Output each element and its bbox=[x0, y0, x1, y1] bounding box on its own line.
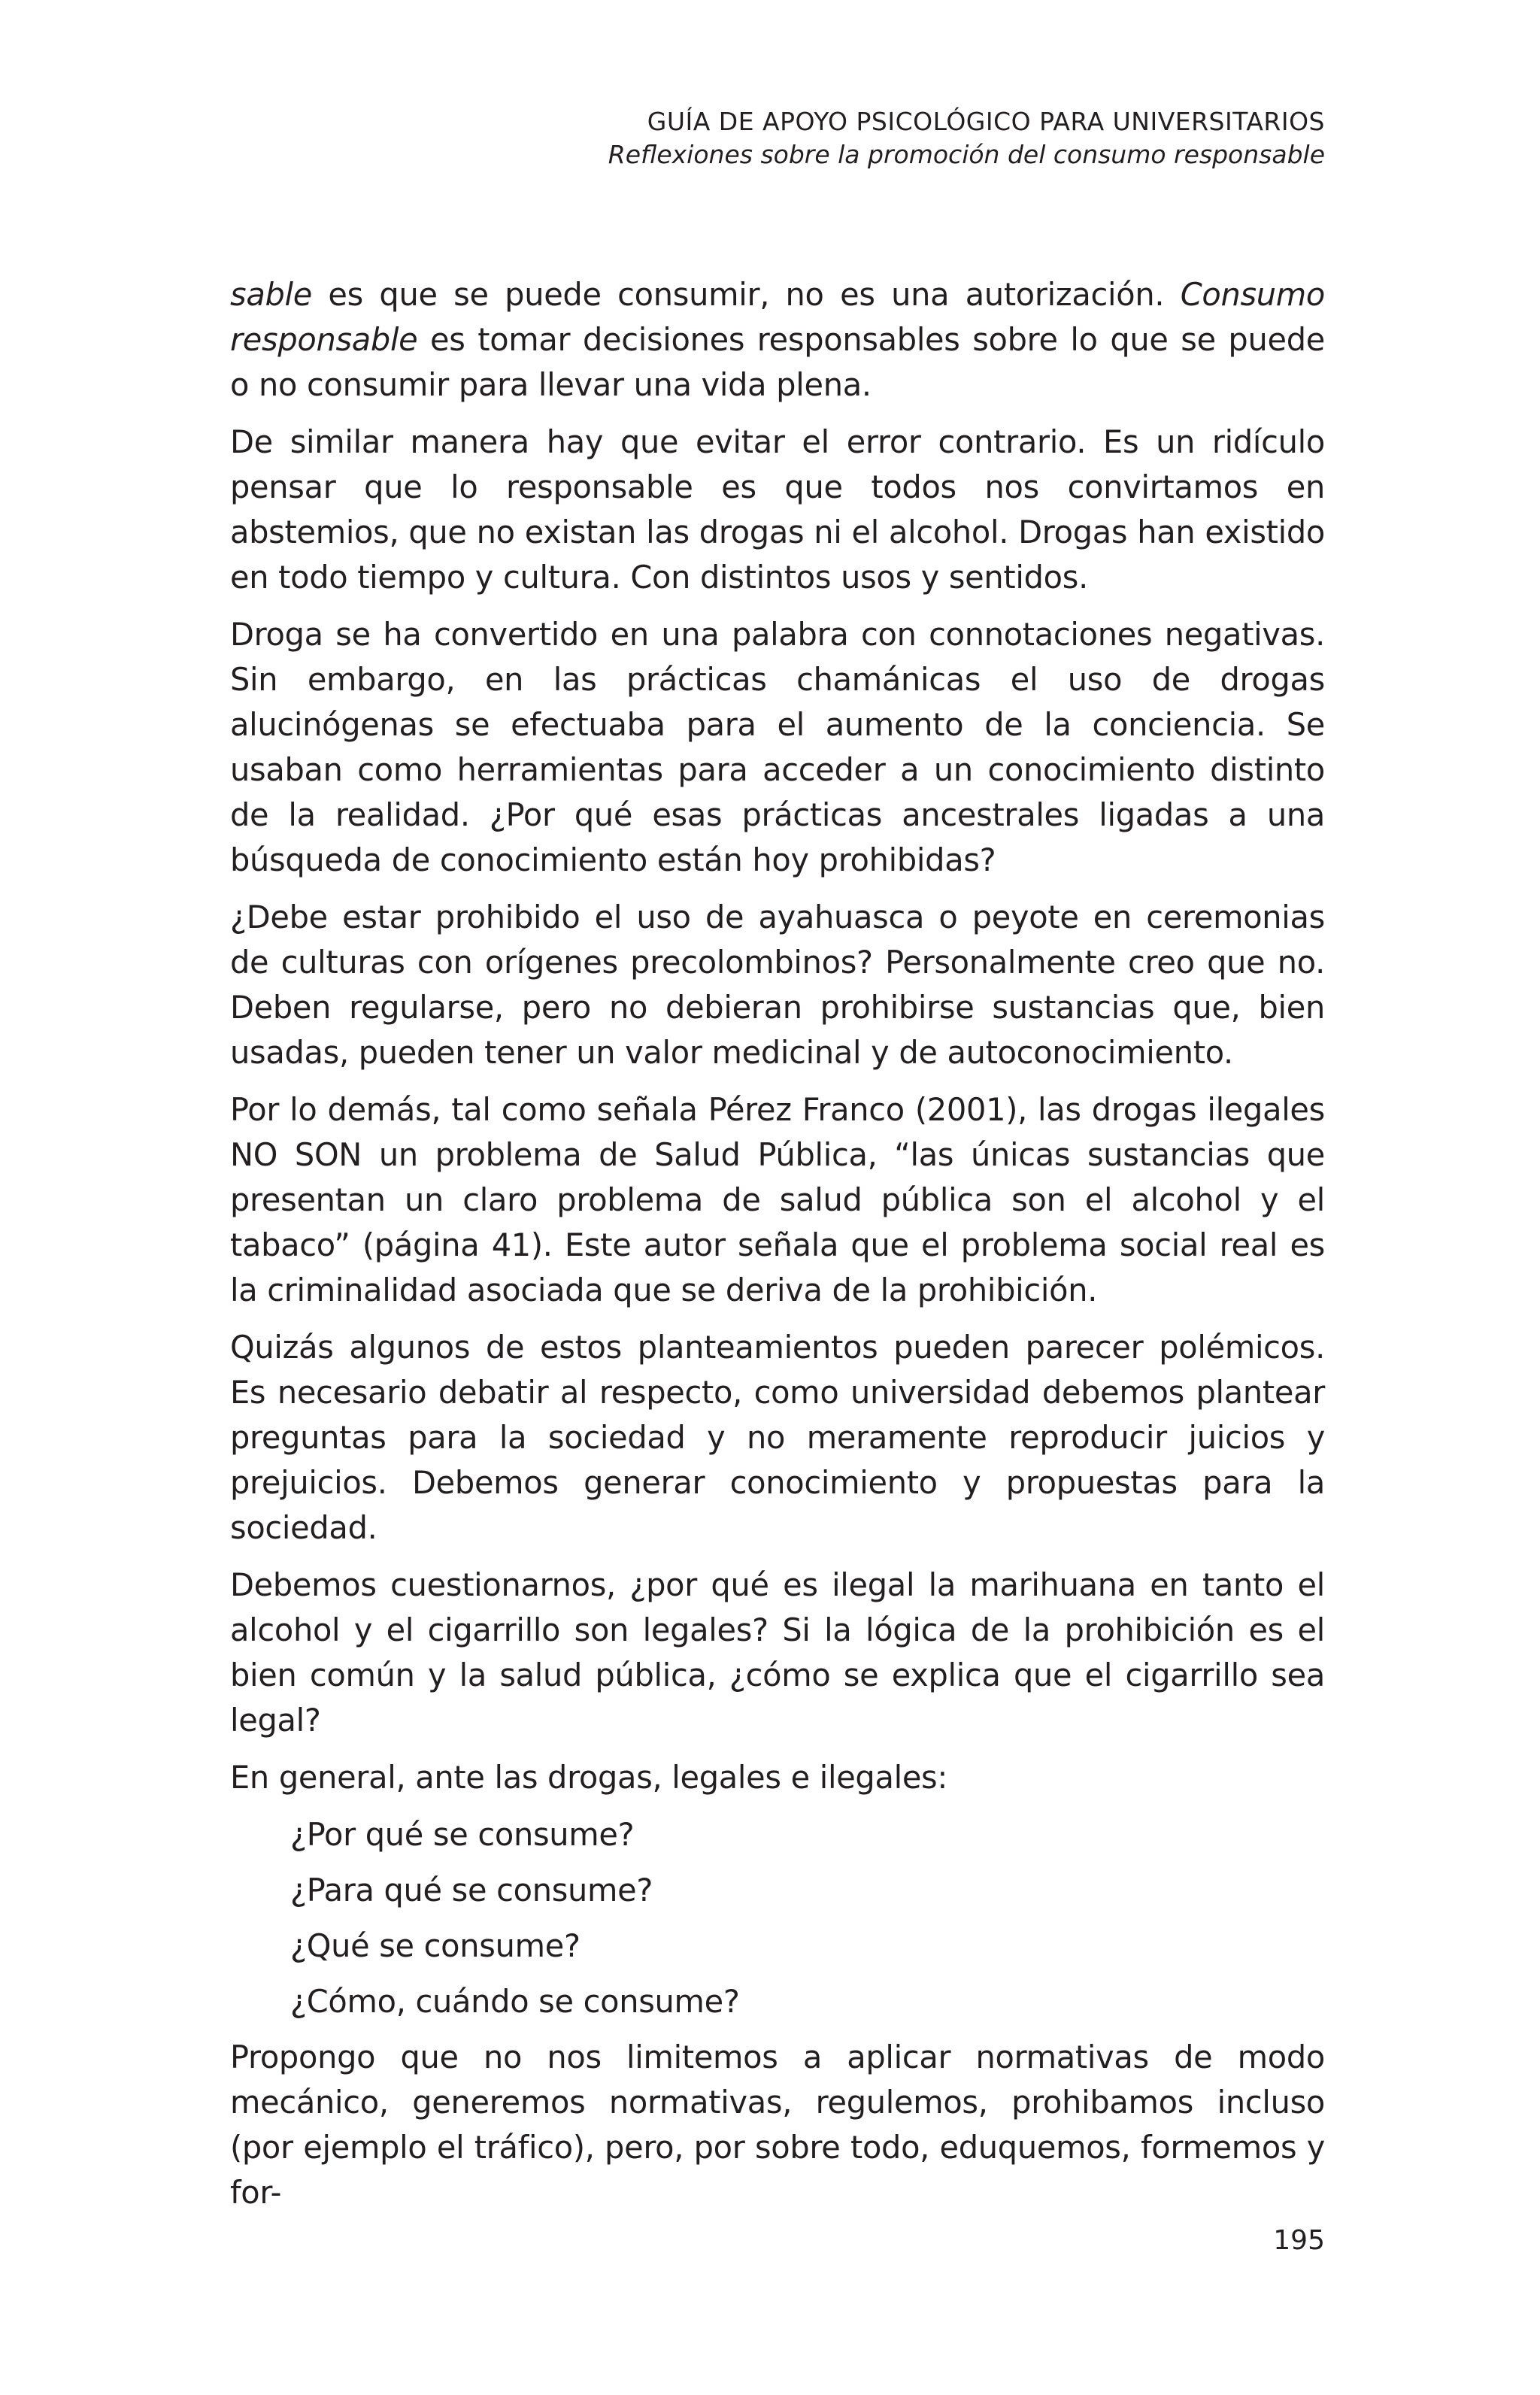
paragraph-8: En general, ante las drogas, legales e ilegales: bbox=[230, 1759, 948, 1796]
series-title: GUÍA DE APOYO PSICOLÓGICO PARA UNIVERSITARIOS bbox=[647, 107, 1325, 136]
running-header bbox=[230, 105, 1325, 171]
chapter-subtitle: Reflexiones sobre la promoción del consumo responsable bbox=[608, 140, 1325, 169]
page-number: 195 bbox=[1273, 2225, 1325, 2256]
italic-term: Consumo responsable bbox=[230, 276, 1325, 358]
question-item: ¿Cómo, cuándo se consume? bbox=[290, 1983, 740, 2020]
paragraph-9: Propongo que no nos limitemos a aplicar normativas de modo mecánico, generemos normativas, regulemos, prohibamos incluso (por ejemplo el tráfico), pero, por sobre todo, eduquemos, formemos y for- bbox=[230, 2039, 1325, 2211]
paragraph-7: Debemos cuestionarnos, ¿por qué es ilegal la marihuana en tanto el alcohol y el cigarrillo son legales? Si la lógica de la prohibición es el bien común y la salud pública, ¿cómo se explica que el cigarrillo sea legal? bbox=[230, 1566, 1325, 1739]
paragraph-3: Droga se ha convertido en una palabra con connotaciones negativas. Sin embargo, en las prácticas chamánicas el uso de drogas alucinógenas se efectuaba para el aumento de la conciencia. Se usaban como herramientas para acceder a un conocimiento distinto de la realidad. ¿Por qué esas prácticas ancestrales ligadas a una búsqueda de conocimiento están hoy prohibidas? bbox=[230, 616, 1325, 878]
paragraph-5: Por lo demás, tal como señala Pérez Franco (2001), las drogas ilegales NO SON un problema de Salud Pública, “las únicas sustancias que presentan un claro problema de salud pública son el alcohol y el tabaco” (página 41). Este autor señala que el problema social real es la criminalidad asociada que se deriva de la prohibición. bbox=[230, 1091, 1325, 1308]
paragraph-2: De similar manera hay que evitar el error contrario. Es un ridículo pensar que lo responsable es que todos nos convirtamos en abstemios, que no existan las drogas ni el alcohol. Drogas han existido en todo tiempo y cultura. Con distintos usos y sentidos. bbox=[230, 423, 1325, 596]
paragraph-1-text-a: es que se puede consumir, no es una autorización. bbox=[311, 276, 1181, 313]
lead-italic-word: sable bbox=[230, 276, 312, 313]
paragraph-6: Quizás algunos de estos planteamientos pueden parecer polémicos. Es necesario debatir al respecto, como universidad debemos plantear preguntas para la sociedad y no meramente reproducir juicios y prejuicios. Debemos generar conocimiento y propuestas para la sociedad. bbox=[230, 1329, 1325, 1546]
question-item: ¿Para qué se consume? bbox=[290, 1872, 653, 1908]
paragraph-1 bbox=[230, 272, 1325, 408]
body-text bbox=[230, 272, 1325, 2227]
paragraph-4: ¿Debe estar prohibido el uso de ayahuasca o peyote en ceremonias de culturas con orígenes precolombinos? Personalmente creo que no. Deben regularse, pero no debieran prohibirse sustancias que, bien usadas, pueden tener un valor medicinal y de autoconocimiento. bbox=[230, 899, 1325, 1071]
paragraph-1-text-b: es tomar decisiones responsables sobre lo que se puede o no consumir para llevar una vida plena. bbox=[230, 321, 1325, 403]
question-item: ¿Por qué se consume? bbox=[290, 1816, 635, 1853]
question-item: ¿Qué se consume? bbox=[290, 1927, 581, 1964]
